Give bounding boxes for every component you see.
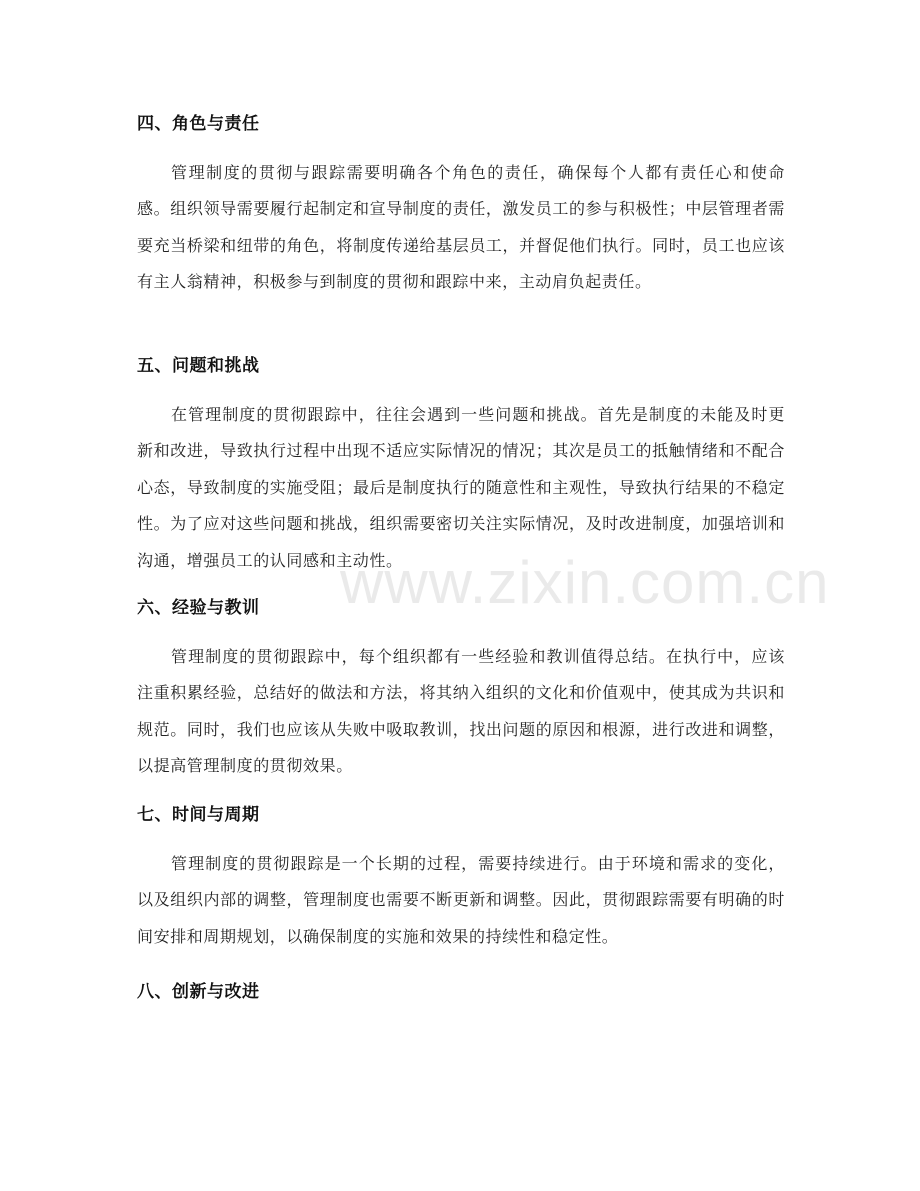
section-body-lessons: 管理制度的贯彻跟踪中，每个组织都有一些经验和教训值得总结。在执行中，应该注重积累经验，总结好的做法和方法，将其纳入组织的文化和价值观中，使其成为共识和规范。同时，我们也应该从失败中吸取教训，找出问题的原因和根源，进行改进和调整，以提高管理制度的贯彻效果。 (137, 647, 785, 776)
watermark: www.zixin.com.cn (340, 549, 830, 616)
section-heading-lessons: 六、经验与教训 (137, 598, 260, 618)
section-body-roles: 管理制度的贯彻与跟踪需要明确各个角色的责任，确保每个人都有责任心和使命感。组织领导需要履行起制定和宣导制度的责任，激发员工的参与积极性；中层管理者需要充当桥梁和纽带的角色，将制度传递给基层员工，并督促他们执行。同时，员工也应该有主人翁精神，积极参与到制度的贯彻和跟踪中来，主动肩负起责任。 (137, 163, 785, 292)
section-heading-roles: 四、角色与责任 (137, 114, 260, 134)
section-heading-problems: 五、问题和挑战 (137, 356, 260, 376)
section-body-problems: 在管理制度的贯彻跟踪中，往往会遇到一些问题和挑战。首先是制度的未能及时更新和改进，导致执行过程中出现不适应实际情况的情况；其次是员工的抵触情绪和不配合心态，导致制度的实施受阻；最后是制度执行的随意性和主观性，导致执行结果的不稳定性。为了应对这些问题和挑战，组织需要密切关注实际情况，及时改进制度，加强培训和沟通，增强员工的认同感和主动性。 (137, 405, 785, 570)
section-heading-innovation: 八、创新与改进 (137, 982, 260, 1002)
section-heading-timing: 七、时间与周期 (137, 805, 260, 825)
section-body-timing: 管理制度的贯彻跟踪是一个长期的过程，需要持续进行。由于环境和需求的变化，以及组织内部的调整，管理制度也需要不断更新和调整。因此，贯彻跟踪需要有明确的时间安排和周期规划，以确保制度的实施和效果的持续性和稳定性。 (137, 854, 785, 946)
